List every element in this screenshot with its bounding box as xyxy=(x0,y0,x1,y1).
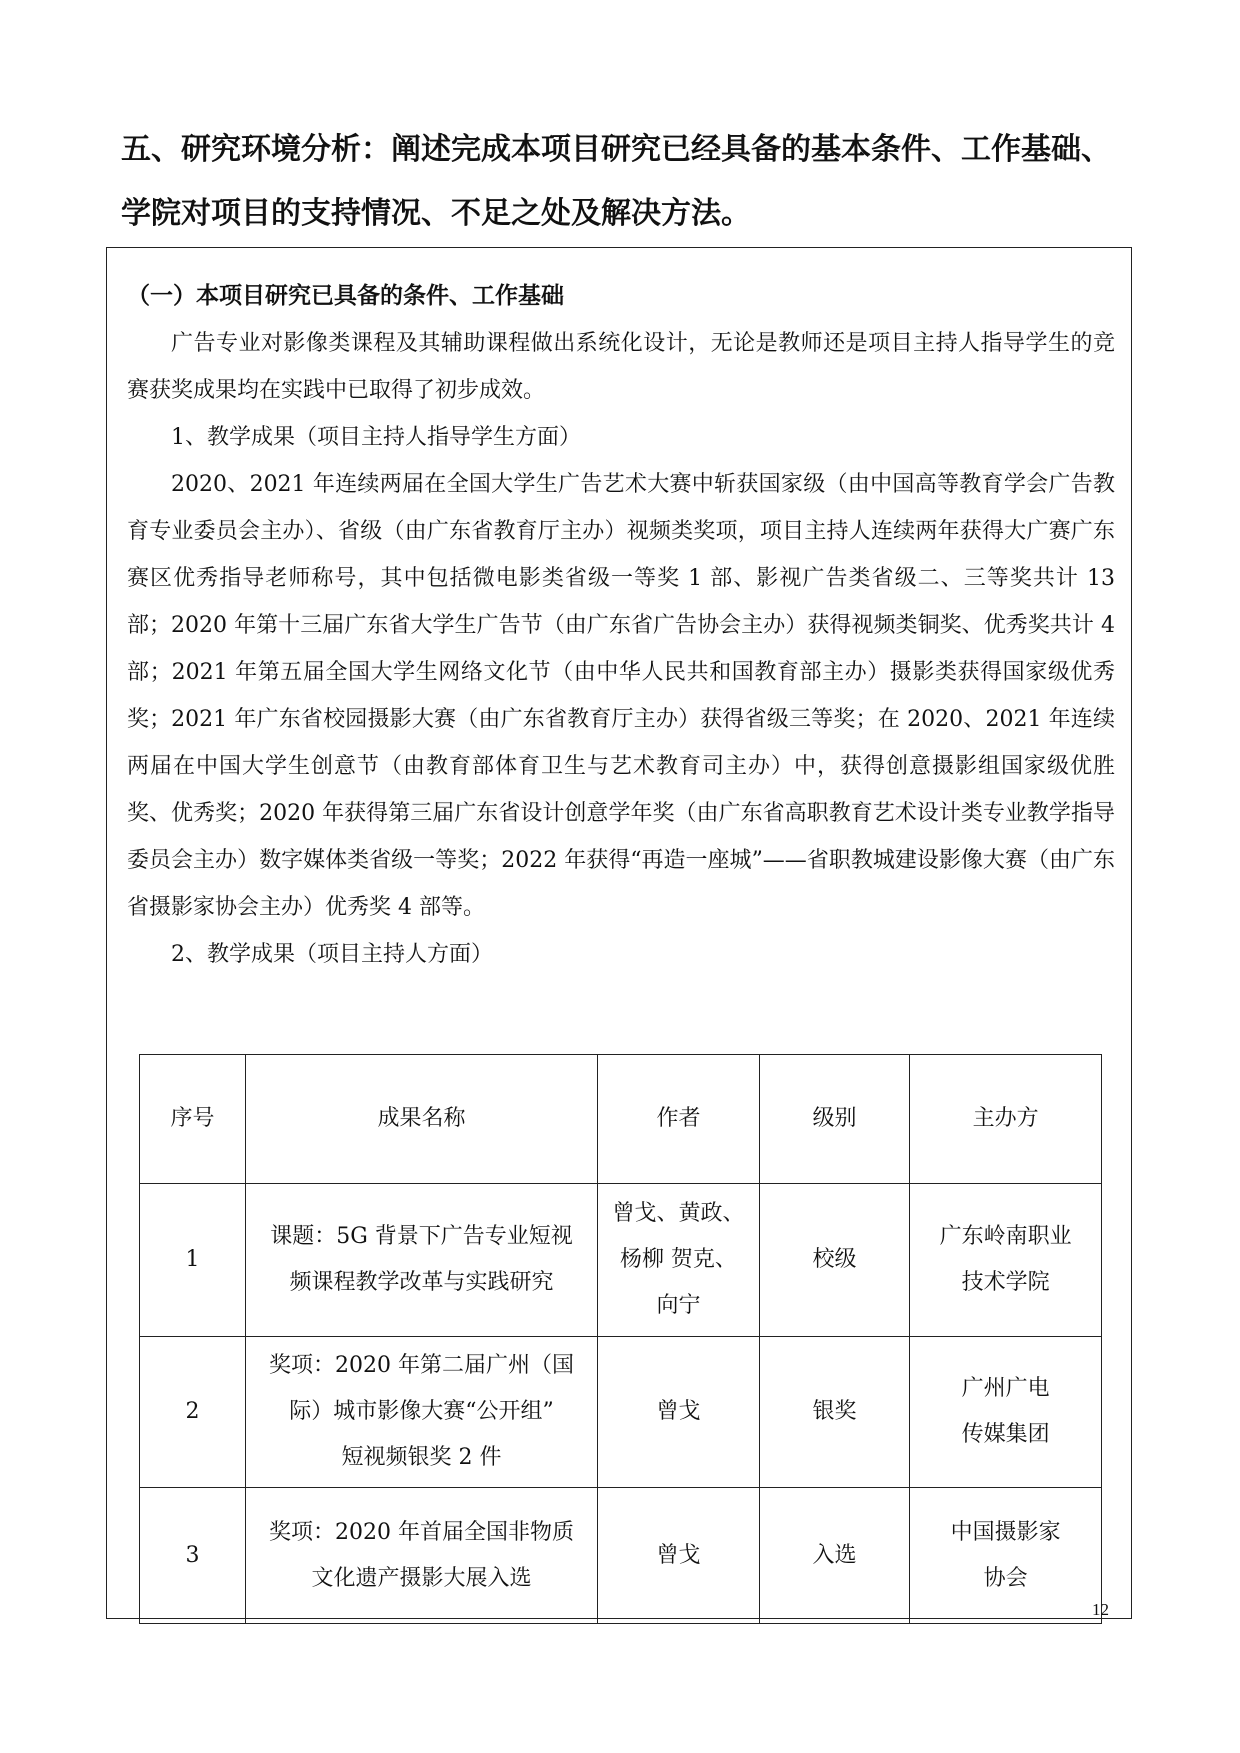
header-cell: 作者 xyxy=(598,1055,760,1184)
result-organizer: 广州广电 传媒集团 xyxy=(910,1337,1102,1488)
item1-body: 2020、2021 年连续两届在全国大学生广告艺术大赛中斩获国家级（由中国高等教育学会广告教育专业委员会主办）、省级（由广东省教育厅主办）视频类奖项，项目主持人连续两年获得大广赛广东赛区优秀指导老师称号，其中包括微电影类省级一等奖 1 部、影视广告类省级二、三等奖共计 13 部；2020 年第十三届广东省大学生广告节（由广东省广告协会主办）获得视频类铜奖、优秀奖共计 4 部；2021 年第五届全国大学生网络文化节（由中华人民共和国教育部主办）摄影类获得国家级优秀奖；2021 年广东省校园摄影大赛（由广东省教育厅主办）获得省级三等奖；在 2020、2021 年连续两届在中国大学生创意节（由教育部体育卫生与艺术教育司主办）中，获得创意摄影组国家级优胜奖、优秀奖；2020 年获得第三届广东省设计创意学年奖（由广东省高职教育艺术设计类专业教学指导委员会主办）数字媒体类省级一等奖；2022 年获得“再造一座城”——省职教城建设影像大赛（由广东省摄影家协会主办）优秀奖 4 部等。 xyxy=(127,472,1115,920)
results-table xyxy=(139,1054,1102,1624)
table-row xyxy=(140,1488,1102,1624)
result-level: 校级 xyxy=(759,1184,909,1337)
header-cell: 序号 xyxy=(140,1055,246,1184)
result-name: 奖项：2020 年首届全国非物质 文化遗产摄影大展入选 xyxy=(245,1488,597,1624)
header-cell: 级别 xyxy=(759,1055,909,1184)
content-body xyxy=(127,273,1115,978)
subheading: （一）本项目研究已具备的条件、工作基础 xyxy=(127,283,564,309)
intro-paragraph: 广告专业对影像类课程及其辅助课程做出系统化设计，无论是教师还是项目主持人指导学生的竞赛获奖成果均在实践中已取得了初步成效。 xyxy=(127,331,1115,403)
row-number: 3 xyxy=(140,1488,246,1624)
item2-title: 2、教学成果（项目主持人方面） xyxy=(171,942,493,967)
table-row xyxy=(140,1184,1102,1337)
item1-title: 1、教学成果（项目主持人指导学生方面） xyxy=(171,425,581,450)
result-organizer: 中国摄影家 协会 xyxy=(910,1488,1102,1624)
row-number: 1 xyxy=(140,1184,246,1337)
result-author: 曾戈、黄政、 杨柳 贺克、 向宁 xyxy=(598,1184,760,1337)
result-level: 入选 xyxy=(759,1488,909,1624)
section-heading: 五、研究环境分析：阐述完成本项目研究已经具备的基本条件、工作基础、学院对项目的支持情况、不足之处及解决方法。 xyxy=(121,132,1111,231)
result-author: 曾戈 xyxy=(598,1488,760,1624)
result-name: 课题：5G 背景下广告专业短视 频课程教学改革与实践研究 xyxy=(245,1184,597,1337)
header-cell: 成果名称 xyxy=(245,1055,597,1184)
page-number: 12 xyxy=(1092,1600,1109,1619)
result-level: 银奖 xyxy=(759,1337,909,1488)
table-header-row xyxy=(140,1055,1102,1184)
row-number: 2 xyxy=(140,1337,246,1488)
table-row xyxy=(140,1337,1102,1488)
content-frame xyxy=(106,247,1132,1619)
result-author: 曾戈 xyxy=(598,1337,760,1488)
header-cell: 主办方 xyxy=(910,1055,1102,1184)
result-name: 奖项：2020 年第二届广州（国 际）城市影像大赛“公开组” 短视频银奖 2 件 xyxy=(245,1337,597,1488)
result-organizer: 广东岭南职业 技术学院 xyxy=(910,1184,1102,1337)
